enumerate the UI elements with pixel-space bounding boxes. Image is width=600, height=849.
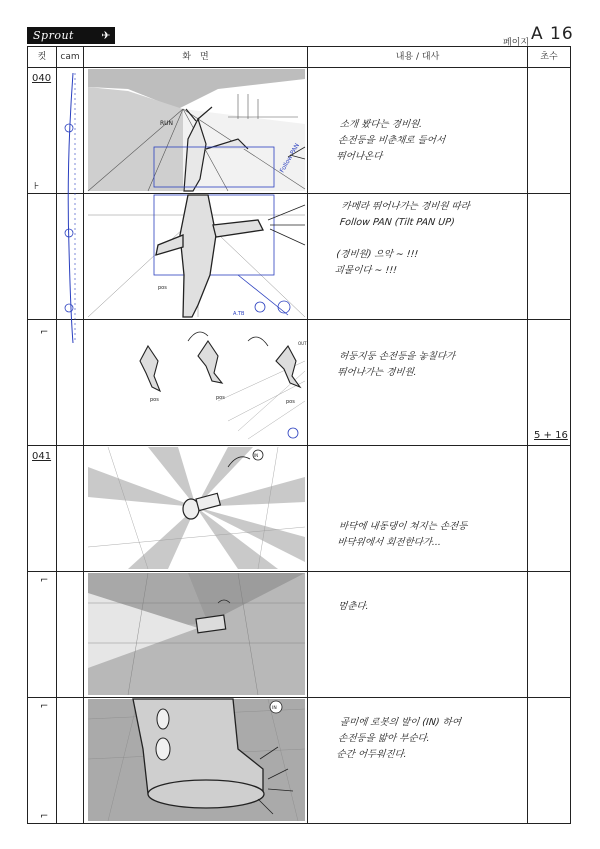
- position-label: pos: [216, 395, 225, 401]
- timing-tick: ⌐: [40, 811, 49, 822]
- storyboard-panel: [88, 195, 305, 317]
- row-divider: [28, 445, 570, 446]
- column-divider: [307, 47, 308, 823]
- column-header-screen: 화 면: [84, 47, 308, 67]
- dialogue-text: 카메라 뛰어나가는 경비원 따라 Follow PAN (Tilt PAN UP) (경비원) 으악 ~ !!! 괴물이다 ~ !!!: [334, 201, 471, 276]
- position-label: pos: [150, 397, 159, 403]
- out-marker: OUT: [298, 341, 307, 346]
- camera-label: A.TB: [233, 311, 245, 317]
- storyboard-panel: [88, 69, 305, 191]
- bird-logo-icon: ✈: [101, 29, 111, 42]
- cut-number: 041: [32, 451, 52, 462]
- row-divider: [28, 319, 570, 320]
- storyboard-panel: [88, 447, 305, 569]
- timing-tick: ⌐: [40, 575, 49, 586]
- dialogue-text: 바닥에 내동댕이 쳐지는 손전등 바닥위에서 회전한다가...: [336, 521, 468, 548]
- pan-annotation: Follow PAN: [278, 142, 302, 174]
- column-divider: [83, 47, 84, 823]
- logo-text: Sprout: [33, 29, 74, 42]
- storyboard-sheet: [27, 46, 571, 824]
- storyboard-panel: [88, 699, 305, 821]
- timing-tick: ⊦: [34, 181, 40, 192]
- column-header-seconds: 초수: [540, 52, 558, 62]
- dialogue-text: 허둥지둥 손전등을 놓칠다가 뛰어나가는 경비원.: [336, 351, 456, 378]
- dialogue-text: 멈춘다.: [337, 601, 370, 612]
- timing-tick: ⌐: [40, 327, 49, 338]
- row-divider: [28, 571, 570, 572]
- seconds-value: 5 + 16: [534, 430, 568, 441]
- in-marker: IN: [254, 453, 259, 458]
- storyboard-panel: [88, 321, 305, 443]
- position-label: pos: [158, 285, 167, 291]
- sprout-logo: [27, 27, 115, 44]
- dialogue-text: 소개 봤다는 경비원. 손전등을 비춘채로 들어서 뛰어나온다: [335, 119, 446, 162]
- storyboard-panel: [88, 573, 305, 695]
- column-divider: [527, 47, 528, 823]
- dialogue-text: 골미에 로봇의 발이 (IN) 하여 손전등을 밟아 부순다. 순간 어두워진다.: [335, 717, 462, 760]
- row-divider: [28, 697, 570, 698]
- column-header-cam: cam: [57, 47, 84, 67]
- row-divider: [28, 67, 570, 68]
- column-header-content: 내용 / 대사: [308, 47, 528, 67]
- page-number: A 16: [531, 24, 574, 44]
- camera-move-annotation: [57, 68, 83, 348]
- row-divider: [28, 193, 570, 194]
- timing-tick: ⌐: [40, 701, 49, 712]
- in-marker: IN: [272, 706, 277, 711]
- page-label: 페이지: [503, 38, 530, 48]
- position-label: pos: [286, 399, 295, 405]
- column-header-cut: 컷: [28, 47, 57, 67]
- cut-number: 040: [32, 73, 52, 84]
- run-label: RUN: [160, 120, 174, 127]
